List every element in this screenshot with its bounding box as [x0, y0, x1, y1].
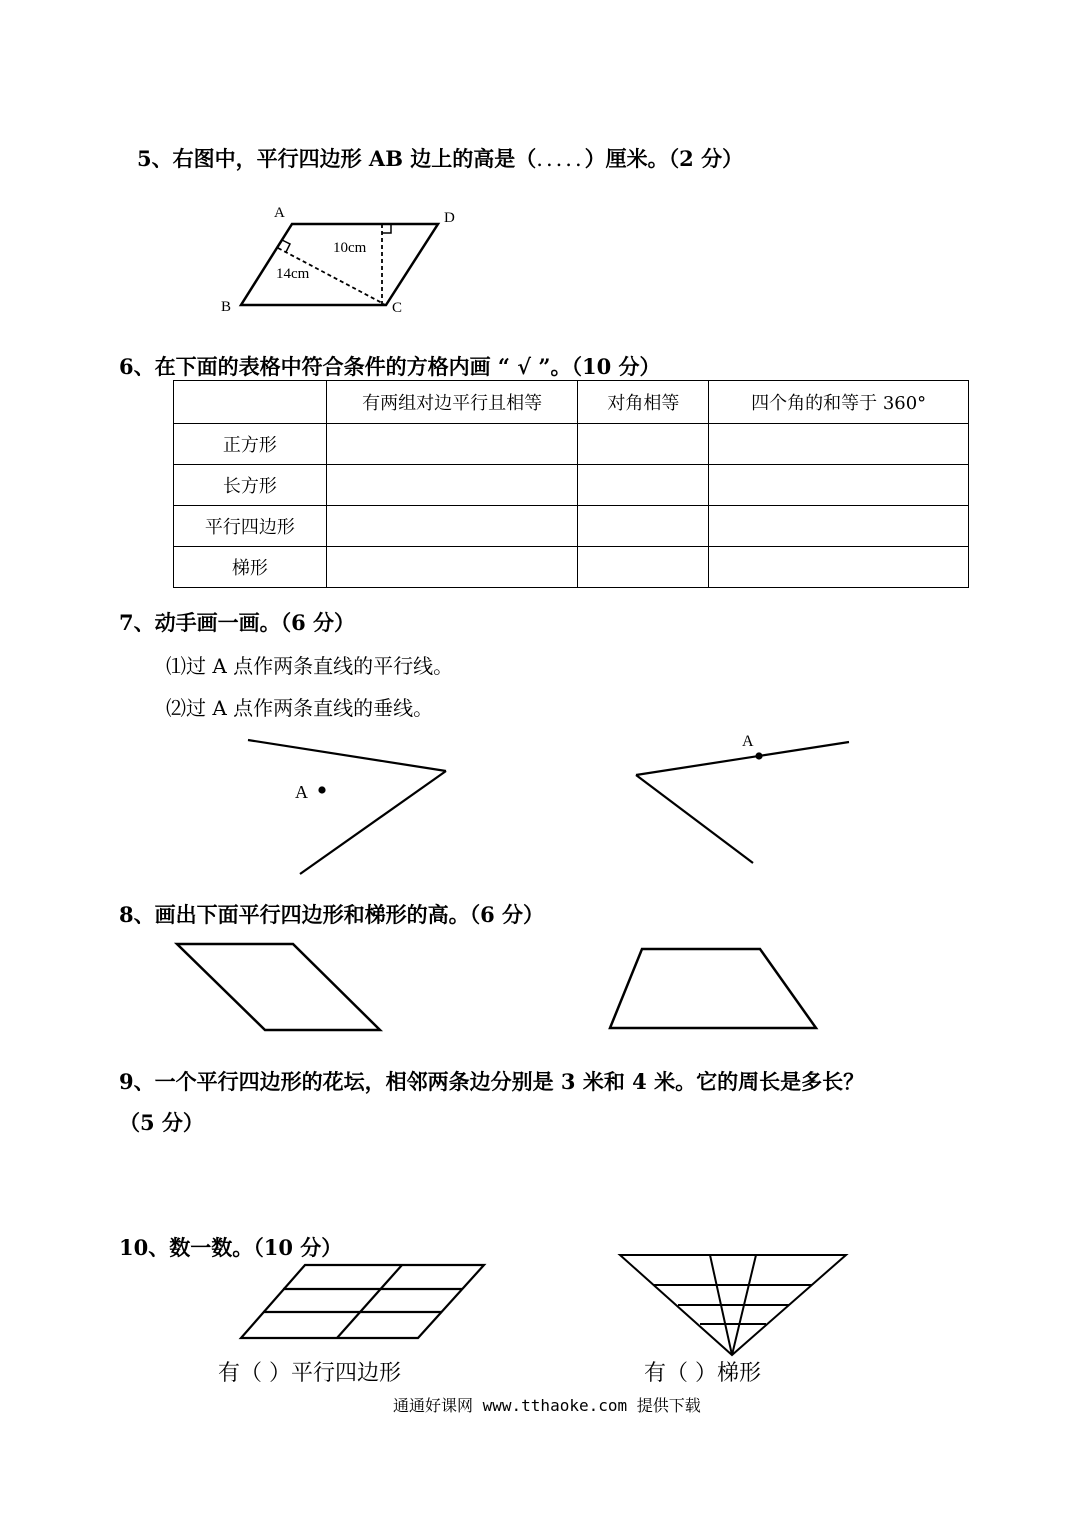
- q7-item-2: ⑵过 A 点作两条直线的垂线。: [166, 696, 434, 720]
- table-header-cell: [174, 381, 327, 424]
- answer-cell[interactable]: [578, 506, 709, 547]
- answer-cell[interactable]: [326, 424, 578, 465]
- table-header-row: [174, 381, 969, 424]
- table-header-cell: 有两组对边平行且相等: [326, 381, 578, 424]
- answer-cell[interactable]: [578, 547, 709, 588]
- q7-point-a-right: [757, 754, 762, 759]
- q5-label-14cm: 14cm: [276, 266, 310, 282]
- q8-trapezoid: [610, 949, 816, 1028]
- q7-point-a-left: [320, 788, 325, 793]
- q5-label-d: D: [444, 210, 455, 226]
- table-row: [174, 506, 969, 547]
- table-row-label: 梯形: [174, 547, 327, 588]
- q5-label-c: C: [392, 300, 403, 316]
- q5-blank: .....: [536, 147, 585, 171]
- q5-suffix: ）厘米。（2 分）: [584, 146, 744, 171]
- q5-label-10cm: 10cm: [333, 240, 367, 256]
- q5-right-angle-a: [282, 240, 290, 252]
- footer-text: 通通好课网 www.tthaoke.com 提供下载: [393, 1396, 701, 1415]
- answer-cell[interactable]: [709, 424, 969, 465]
- q10-parallelogram-grid: [241, 1265, 484, 1338]
- q7-title: 7、动手画一画。（6 分）: [119, 610, 356, 635]
- q5-label-b: B: [221, 299, 232, 315]
- table-header-cell: 对角相等: [578, 381, 709, 424]
- table-header-cell: 四个角的和等于 360°: [709, 381, 969, 424]
- q5-parallelogram: [241, 224, 438, 305]
- q6-title: 6、在下面的表格中符合条件的方格内画 “ √ ”。（10 分）: [119, 354, 661, 379]
- answer-cell[interactable]: [709, 506, 969, 547]
- q7-left-angle: [248, 740, 446, 874]
- table-row-label: 长方形: [174, 465, 327, 506]
- q7-item-1: ⑴过 A 点作两条直线的平行线。: [166, 654, 454, 678]
- table-row: [174, 547, 969, 588]
- q5-right-angle-d: [382, 224, 391, 233]
- q7-label-a-left: A: [295, 782, 308, 802]
- q9-line-1: 9、一个平行四边形的花坛，相邻两条边分别是 3 米和 4 米。它的周长是多长？: [119, 1069, 865, 1094]
- q5-parallelogram-figure: [241, 224, 438, 305]
- q5-label-a: A: [274, 205, 285, 221]
- q7-right-angle: [636, 742, 849, 863]
- q6-table: [173, 380, 969, 588]
- q10-triangle-figure: [620, 1255, 846, 1355]
- q10-title: 10、数一数。（10 分）: [119, 1235, 343, 1260]
- q5-prefix: 5、右图中，平行四边形 AB 边上的高是（: [137, 146, 537, 171]
- answer-cell[interactable]: [326, 547, 578, 588]
- answer-cell[interactable]: [709, 547, 969, 588]
- q10-right-answer: 有（ ）梯形: [644, 1361, 761, 1386]
- table-row: [174, 424, 969, 465]
- answer-cell[interactable]: [326, 465, 578, 506]
- q7-label-a-right: A: [742, 733, 754, 750]
- answer-cell[interactable]: [578, 424, 709, 465]
- table-row: [174, 465, 969, 506]
- answer-cell[interactable]: [709, 465, 969, 506]
- answer-cell[interactable]: [578, 465, 709, 506]
- answer-cell[interactable]: [326, 506, 578, 547]
- q8-parallelogram: [177, 944, 380, 1030]
- table-row-label: 正方形: [174, 424, 327, 465]
- q10-left-answer: 有（ ）平行四边形: [218, 1361, 401, 1386]
- table-row-label: 平行四边形: [174, 506, 327, 547]
- q9-line-2: （5 分）: [119, 1110, 204, 1135]
- q8-title: 8、画出下面平行四边形和梯形的高。（6 分）: [119, 902, 545, 927]
